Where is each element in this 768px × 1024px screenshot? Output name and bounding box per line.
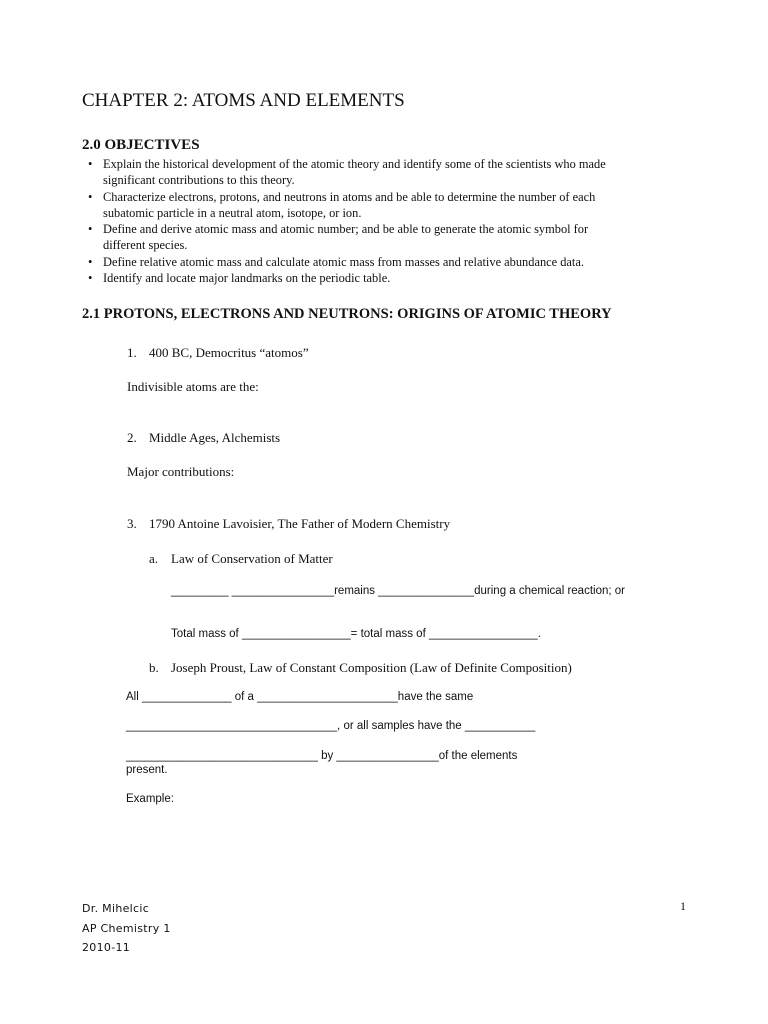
fill-in-line: _________________________________, or all samples have the ___________: [126, 720, 536, 732]
fill-in-line-continued: present.: [126, 764, 168, 776]
bullet-icon: •: [88, 254, 93, 269]
objective-item: [82, 156, 662, 189]
example-label: Example:: [126, 793, 174, 805]
section-heading: 2.1 PROTONS, ELECTRONS AND NEUTRONS: ORIGINS OF ATOMIC THEORY: [82, 306, 612, 322]
item-followup: Major contributions:: [127, 464, 235, 479]
footer-author: Dr. Mihelcic: [82, 902, 150, 915]
objective-text-continued: significant contributions to this theory.: [103, 173, 295, 188]
objective-item: [82, 254, 662, 270]
objective-text: Characterize electrons, protons, and neutrons in atoms and be able to determine the number of each: [103, 189, 596, 204]
page-number: 1: [680, 899, 686, 913]
subitem-text: Law of Conservation of Matter: [171, 551, 333, 566]
item-number: 3.: [127, 516, 137, 531]
objective-text-continued: different species.: [103, 238, 188, 253]
objective-text: Identify and locate major landmarks on the periodic table.: [103, 271, 391, 286]
footer-year: 2010-11: [82, 941, 131, 955]
footer-course: AP Chemistry 1: [82, 921, 171, 935]
fill-in-line: ______________________________ by ________________of the elements: [126, 750, 518, 762]
objective-text-continued: subatomic particle in a neutral atom, isotope, or ion.: [103, 205, 362, 220]
item-text: 400 BC, Democritus “atomos”: [149, 345, 309, 360]
item-followup: Indivisible atoms are the:: [127, 379, 259, 394]
item-text: Middle Ages, Alchemists: [149, 430, 281, 445]
objectives-heading: 2.0 OBJECTIVES: [82, 137, 200, 153]
subitem-letter: a.: [149, 551, 159, 566]
item-number: 2.: [127, 430, 137, 445]
objective-text: Define and derive atomic mass and atomic number; and be able to generate the atomic symbol for: [103, 222, 589, 237]
chapter-title: CHAPTER 2: ATOMS AND ELEMENTS: [82, 90, 405, 111]
bullet-icon: •: [88, 271, 93, 286]
page-footer: [82, 899, 171, 958]
bullet-icon: •: [88, 222, 93, 237]
objective-text: Explain the historical development of the atomic theory and identify some of the scientists who made: [103, 157, 606, 171]
subitem-letter: b.: [149, 660, 159, 675]
objective-item: [82, 270, 662, 286]
fill-in-line: All ______________ of a ______________________have the same: [126, 691, 474, 703]
objectives-list: [82, 156, 662, 286]
bullet-icon: •: [88, 157, 93, 171]
subitem-text: Joseph Proust, Law of Constant Composition (Law of Definite Composition): [171, 660, 572, 675]
item-number: 1.: [127, 345, 137, 360]
objective-item: [82, 221, 662, 254]
fill-in-line: _________ ________________remains _______________during a chemical reaction; or: [171, 585, 625, 597]
item-text: 1790 Antoine Lavoisier, The Father of Modern Chemistry: [149, 516, 451, 531]
objective-text: Define relative atomic mass and calculate atomic mass from masses and relative abundance data.: [103, 254, 584, 269]
bullet-icon: •: [88, 189, 93, 204]
objective-item: [82, 189, 662, 222]
fill-in-line: Total mass of _________________= total mass of _________________.: [171, 628, 541, 640]
